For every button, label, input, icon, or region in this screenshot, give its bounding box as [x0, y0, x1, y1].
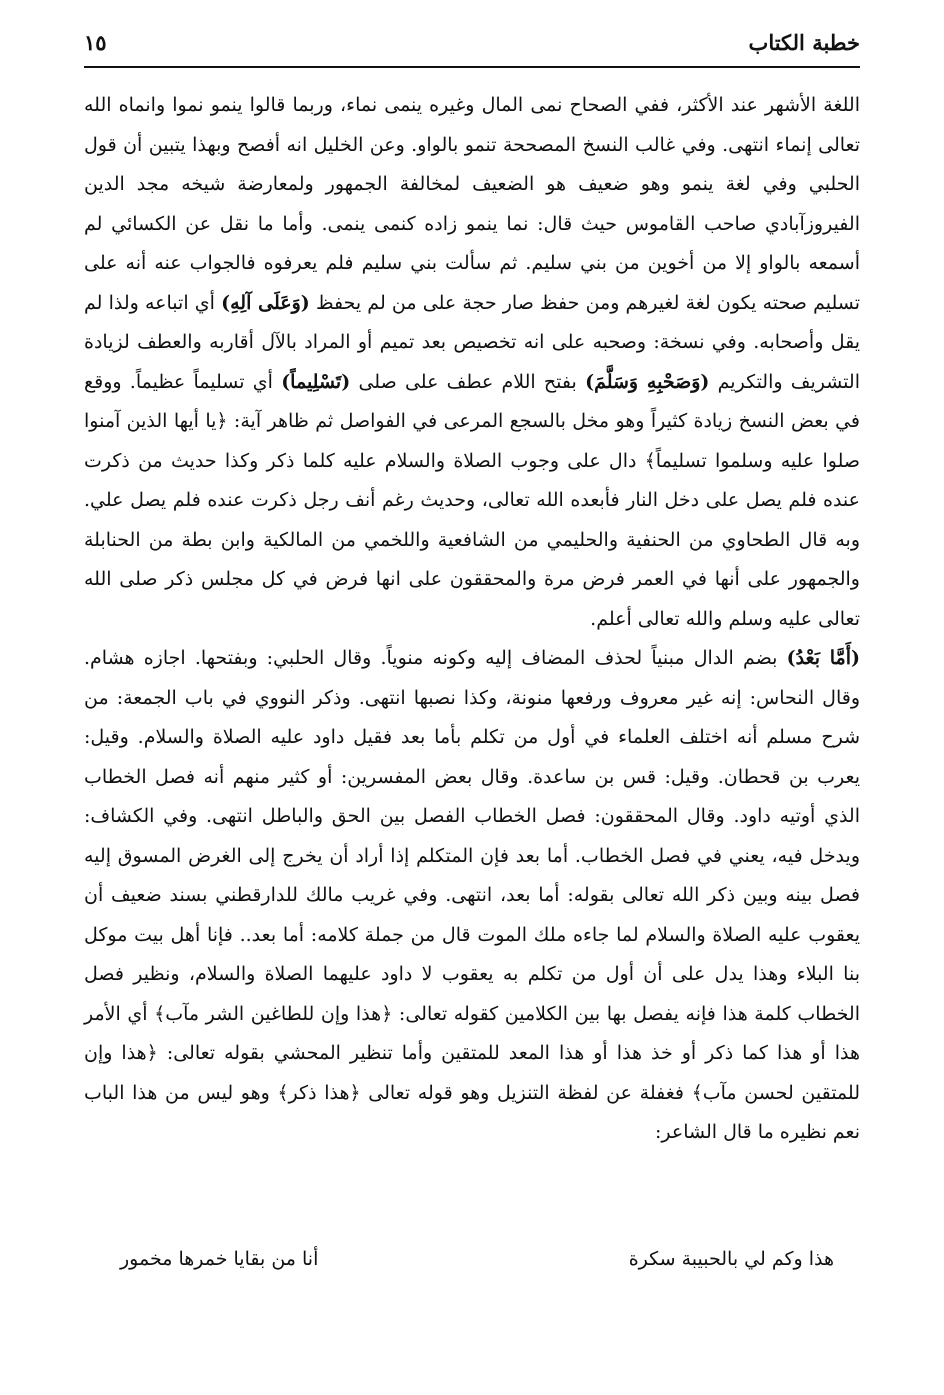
quoted-term-wa-ala-alihi: (وَعَلَى آلِهِ) [221, 291, 310, 314]
quoted-term-tasliman: (تَسْلِيماً) [281, 370, 351, 393]
quoted-term-amma-badu: (أَمَّا بَعْدُ) [786, 647, 860, 669]
chapter-title: خطبة الكتاب [748, 30, 860, 55]
paragraph-1-text-cont3: أي تسليماً عظيماً. ووقع في بعض النسخ زيادة كثيراً وهو مخل بالسجع المرعى في الفواصل ثم ظاهر آية: ﴿يا أيها الذين آمنوا صلوا عليه وسلموا تسليماً﴾ دال على وجوب الصلاة والسلام عليه كلما ذكر وكذا حديث من ذكرت عنده فلم يصل على دخل النار فأبعده الله تعالى، وحديث رغم أنف رجل ذكرت عنده فلم يصل علي. وبه قال الطحاوي من الحنفية والحليمي من الشافعية واللخمي من المالكية وابن بطة من الحنابلة والجمهور على أنها في العمر فرض مرة والمحققون على انها فرض في كل مجلس ذكر صلى الله تعالى عليه وسلم والله تعالى أعلم. [84, 370, 860, 630]
header-rule [84, 66, 860, 68]
page-number: ١٥ [84, 30, 107, 55]
paragraph-1-text: اللغة الأشهر عند الأكثر، ففي الصحاح نمى المال وغيره ينمى نماء، وربما قالوا ينمو نموا وانماه الله تعالى إنماء انتهى. وفي غالب النسخ المصححة تنمو بالواو. وعن الخليل انه أفصح وبهذا يتبين أن قول الحلبي وفي لغة ينمو وهو ضعيف هو الضعيف لمخالفة الجمهور ولمعارضة شيخه مجد الدين الفيروزآبادي صاحب القاموس حيث قال: نما ينمو زاده كنمى ينمى. وأما ما نقل عن الكسائي لم أسمعه بالواو إلا من أخوين من بني سليم. ثم سألت بني سليم فلم يعرفوه فالجواب عنه أنه على تسليم صحته يكون لغة لغيرهم ومن حفظ صار حجة على من لم يحفظ [84, 94, 860, 314]
verse-second-hemistich: أنا من بقايا خمرها مخمور [120, 1248, 319, 1270]
paragraph-1-text-cont2: بفتح اللام عطف على صلى [358, 370, 577, 393]
page-header [84, 26, 860, 66]
quoted-term-wa-sahbihi: (وَصَحْبِهِ وَسَلَّمَ) [585, 370, 710, 393]
paragraph-1 [84, 86, 860, 639]
poetry-verse [120, 1243, 834, 1275]
paragraph-2-text: بضم الدال مبنياً لحذف المضاف إليه وكونه منوياً. وقال الحلبي: وبفتحها. اجازه هشام. وقال النحاس: إنه غير معروف ورفعها منونة، وكذا نصبها انتهى. وذكر النووي في باب الجمعة: من شرح مسلم أنه اختلف العلماء في أول من تكلم بأما بعد فقيل داود عليه الصلاة والسلام. وقيل: يعرب بن قحطان. وقيل: قس بن ساعدة. وقال بعض المفسرين: أو كثير منهم أنه فصل الخطاب الذي أوتيه داود. وقال المحققون: فصل الخطاب الفصل بين الحق والباطل انتهى. وفي الكشاف: ويدخل فيه، يعني في فصل الخطاب. أما بعد فإن المتكلم إذا أراد أن يخرج إلى الغرض المسوق إليه فصل بينه وبين ذكر الله تعالى بقوله: أما بعد، انتهى. وفي غريب مالك للدارقطني بسند ضعيف أن يعقوب عليه الصلاة والسلام لما جاءه ملك الموت قال من جملة كلامه: أما بعد.. فإنا أهل بيت موكل بنا البلاء وهذا يدل على أن أول من تكلم به يعقوب لا داود عليهما الصلاة والسلام، ونظير فصل الخطاب كلمة هذا فإنه يفصل بها بين الكلامين كقوله تعالى: ﴿هذا وإن للطاغين الشر مآب﴾ أي الأمر هذا أو هذا كما ذكر أو خذ هذا أو هذا المعد للمتقين وأما تنظير المحشي بقوله تعالى: ﴿هذا وإن للمتقين لحسن مآب﴾ فغفلة عن لفظة التنزيل وهو قوله تعالى ﴿هذا ذكر﴾ وهو ليس من هذا الباب نعم نظيره ما قال الشاعر: [84, 647, 860, 1143]
paragraph-1-text-cont: أي اتباعه ولذا لم يقل وأصحابه. وفي نسخة: وصحبه على انه تخصيص بعد تميم أو المراد بالآل أقاربه والعطف لزيادة التشريف والتكريم [84, 291, 860, 393]
paragraph-2 [84, 639, 860, 1153]
body-text [84, 86, 860, 1153]
verse-first-hemistich: هذا وكم لي بالحبيبة سكرة [628, 1248, 834, 1270]
